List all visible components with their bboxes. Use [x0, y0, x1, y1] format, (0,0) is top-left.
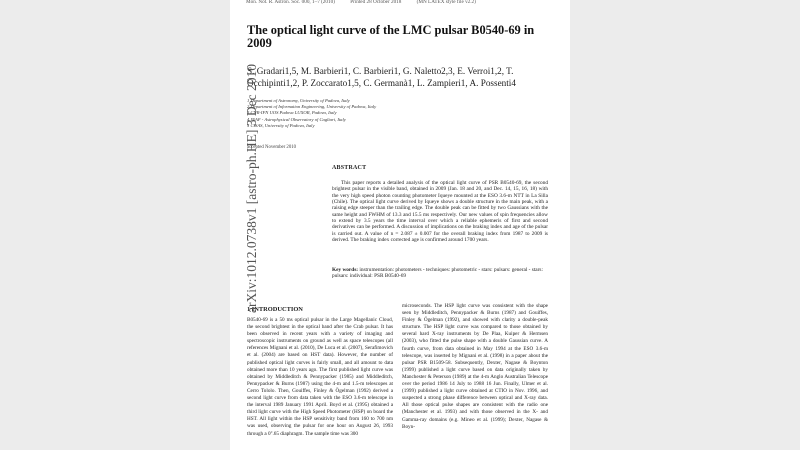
- affiliation-3: 3 CNR-IFN UOS Padova LUXOR, Padova, Italy: [247, 110, 337, 116]
- keywords: [332, 267, 548, 280]
- abstract-text: This paper reports a detailed analysis of the optical light curve of PSR B0540-69, the second brightest pulsar in the visible band, obtained in 2009 (Jan. 18 and 20, and Dec. 14, 15, 16, 18) with the very high speed photon counting photometer Iqueye mounted at the ESO 3.6-m NTT in La Silla (Chile). The optical light curve derived by Iqueye shows a double structure in the main peak, with a raising edge steeper than the trailing edge. The double peak can be fitted by two Gaussians with the same height and FWHM of 13.3 and 15.5 ms respectively. Our new values of spin frequencies allow to extend by 3.5 years the time interval over which a reliable ephemeris of first and second derivatives can be performed. A discussion of implications on the braking index and age of the pulsar is carried out. A value of n = 2.087 ± 0.007 for the overall braking index from 1987 to 2009 is derived. The braking index corrected age is confirmed around 1700 years.: [332, 180, 548, 244]
- body-column-right: microseconds. The HSP light curve was consistent with the shape seen by Middleditch, Pennypacker & Burns (1987) and Gouiffes, Finley & Ögelman (1992), and showed with clarity a double-peak structure. The HSP light curve was compared to those obtained by several hard X-ray instruments by De Plaa, Kuiper & Hermsen (2003), who fitted the pulse shape with a double Gaussian curve. A fourth curve, from data obtained in May 1994 at the ESO 3.6-m telescope, was inserted by Mignani et al. (1998) in a paper about the pulsar PSR B1509-58. Subsequently, Dexter, Nagase & Boynton (1999) published a light curve based on data originally taken by Manchester & Peterson (1989) at the 4-m Anglo Australian Telescope over the period 1986 14 July to 1988 16 Jun. Finally, Ulmer et al. (1999) published a light curve obtained at CTIO in Nov. 1996, and suspected a strong phase difference between optical and X-ray data. All those optical pulse shapes are consistent with the radio one (Manchester et al. 1993) and with those observed in the X- and Gamma-ray domains (e.g. Mineo et al. (1999); Dexter, Nagase & Boyn-: [402, 303, 548, 430]
- style-note: (MN LATEX style file v2.2): [416, 0, 476, 5]
- keywords-text: instrumentation: photometers - techniques: photometric - stars: pulsars: general - stars: pulsars: individual: PSR B0540-69: [332, 267, 543, 280]
- author-list: S. Gradari1,5, M. Barbieri1, C. Barbieri1, G. Naletto2,3, E. Verroi1,2, T. Occhipinti1,2, P. Zoccarato1,5, C. Germanà1, L. Zampieri1, A. Possenti4: [247, 66, 516, 88]
- body-column-left: B0540-69 is a 50 ms optical pulsar in the Large Magellanic Cloud, the second brightest in the optical band after the Crab pulsar. It has been observed in recent years with a variety of imaging and spectroscopic instruments on ground as well as space telescopes (all references Mignani et al. (2010), De Luca et al. (2007), Serafimovich et al. (2004) are based on HST data). However, the number of published optical light curves is fairly small, and all amount to data obtained more than 10 years ago. The first published light curve was obtained by Middleditch & Pennypacker (1985) and Middleditch, Pennypacker & Burns (1987) using the 4-m and 1.5-m telescopes at Cerro Tololo. Then, Gouiffes, Finley & Ögelman (1992) derived a second light curve from data taken with the ESO 3.6-m telescope in the interval 1989 January 1991 April. Boyd et al. (1995) obtained a third light curve with the High Speed Photometer (HSP) on board the HST. All light within the HSP sensitivity band from 160 to 700 nm was used, observing the pulsar for one hour on August 26, 1993 through a 0''.65 diaphragm. The sample time was 300: [247, 317, 393, 437]
- keywords-label: Key words:: [332, 267, 359, 273]
- affiliation-5: 5 CISAS, University of Padova, Italy: [247, 122, 315, 128]
- affiliations: [247, 98, 547, 129]
- section-heading-introduction: 1 INTRODUCTION: [247, 306, 303, 313]
- left-margin: [0, 0, 230, 450]
- accepted-date: accepted November 2010: [247, 145, 297, 150]
- affiliation-2: 2 Department of Information Engineering, University of Padova, Italy: [247, 104, 377, 110]
- journal-citation: Mon. Not. R. Astron. Soc. 000, 1–7 (2010): [246, 0, 335, 5]
- arxiv-stamp: arXiv:1012.0738v1 [astro-ph.HE] 3 Dec 2010: [244, 64, 259, 313]
- paper-title: The optical light curve of the LMC pulsar B0540-69 in 2009: [247, 23, 535, 50]
- running-header: [246, 0, 490, 5]
- abstract-heading: ABSTRACT: [332, 165, 367, 171]
- right-margin: [570, 0, 800, 450]
- affiliation-4: 4 INAF - Astrophysical Observatory of Cagliari, Italy: [247, 116, 346, 122]
- paper-page: [230, 0, 570, 450]
- printed-date: Printed 28 October 2018: [350, 0, 402, 5]
- affiliation-1: 1 Department of Astronomy, University of Padova, Italy: [247, 98, 350, 103]
